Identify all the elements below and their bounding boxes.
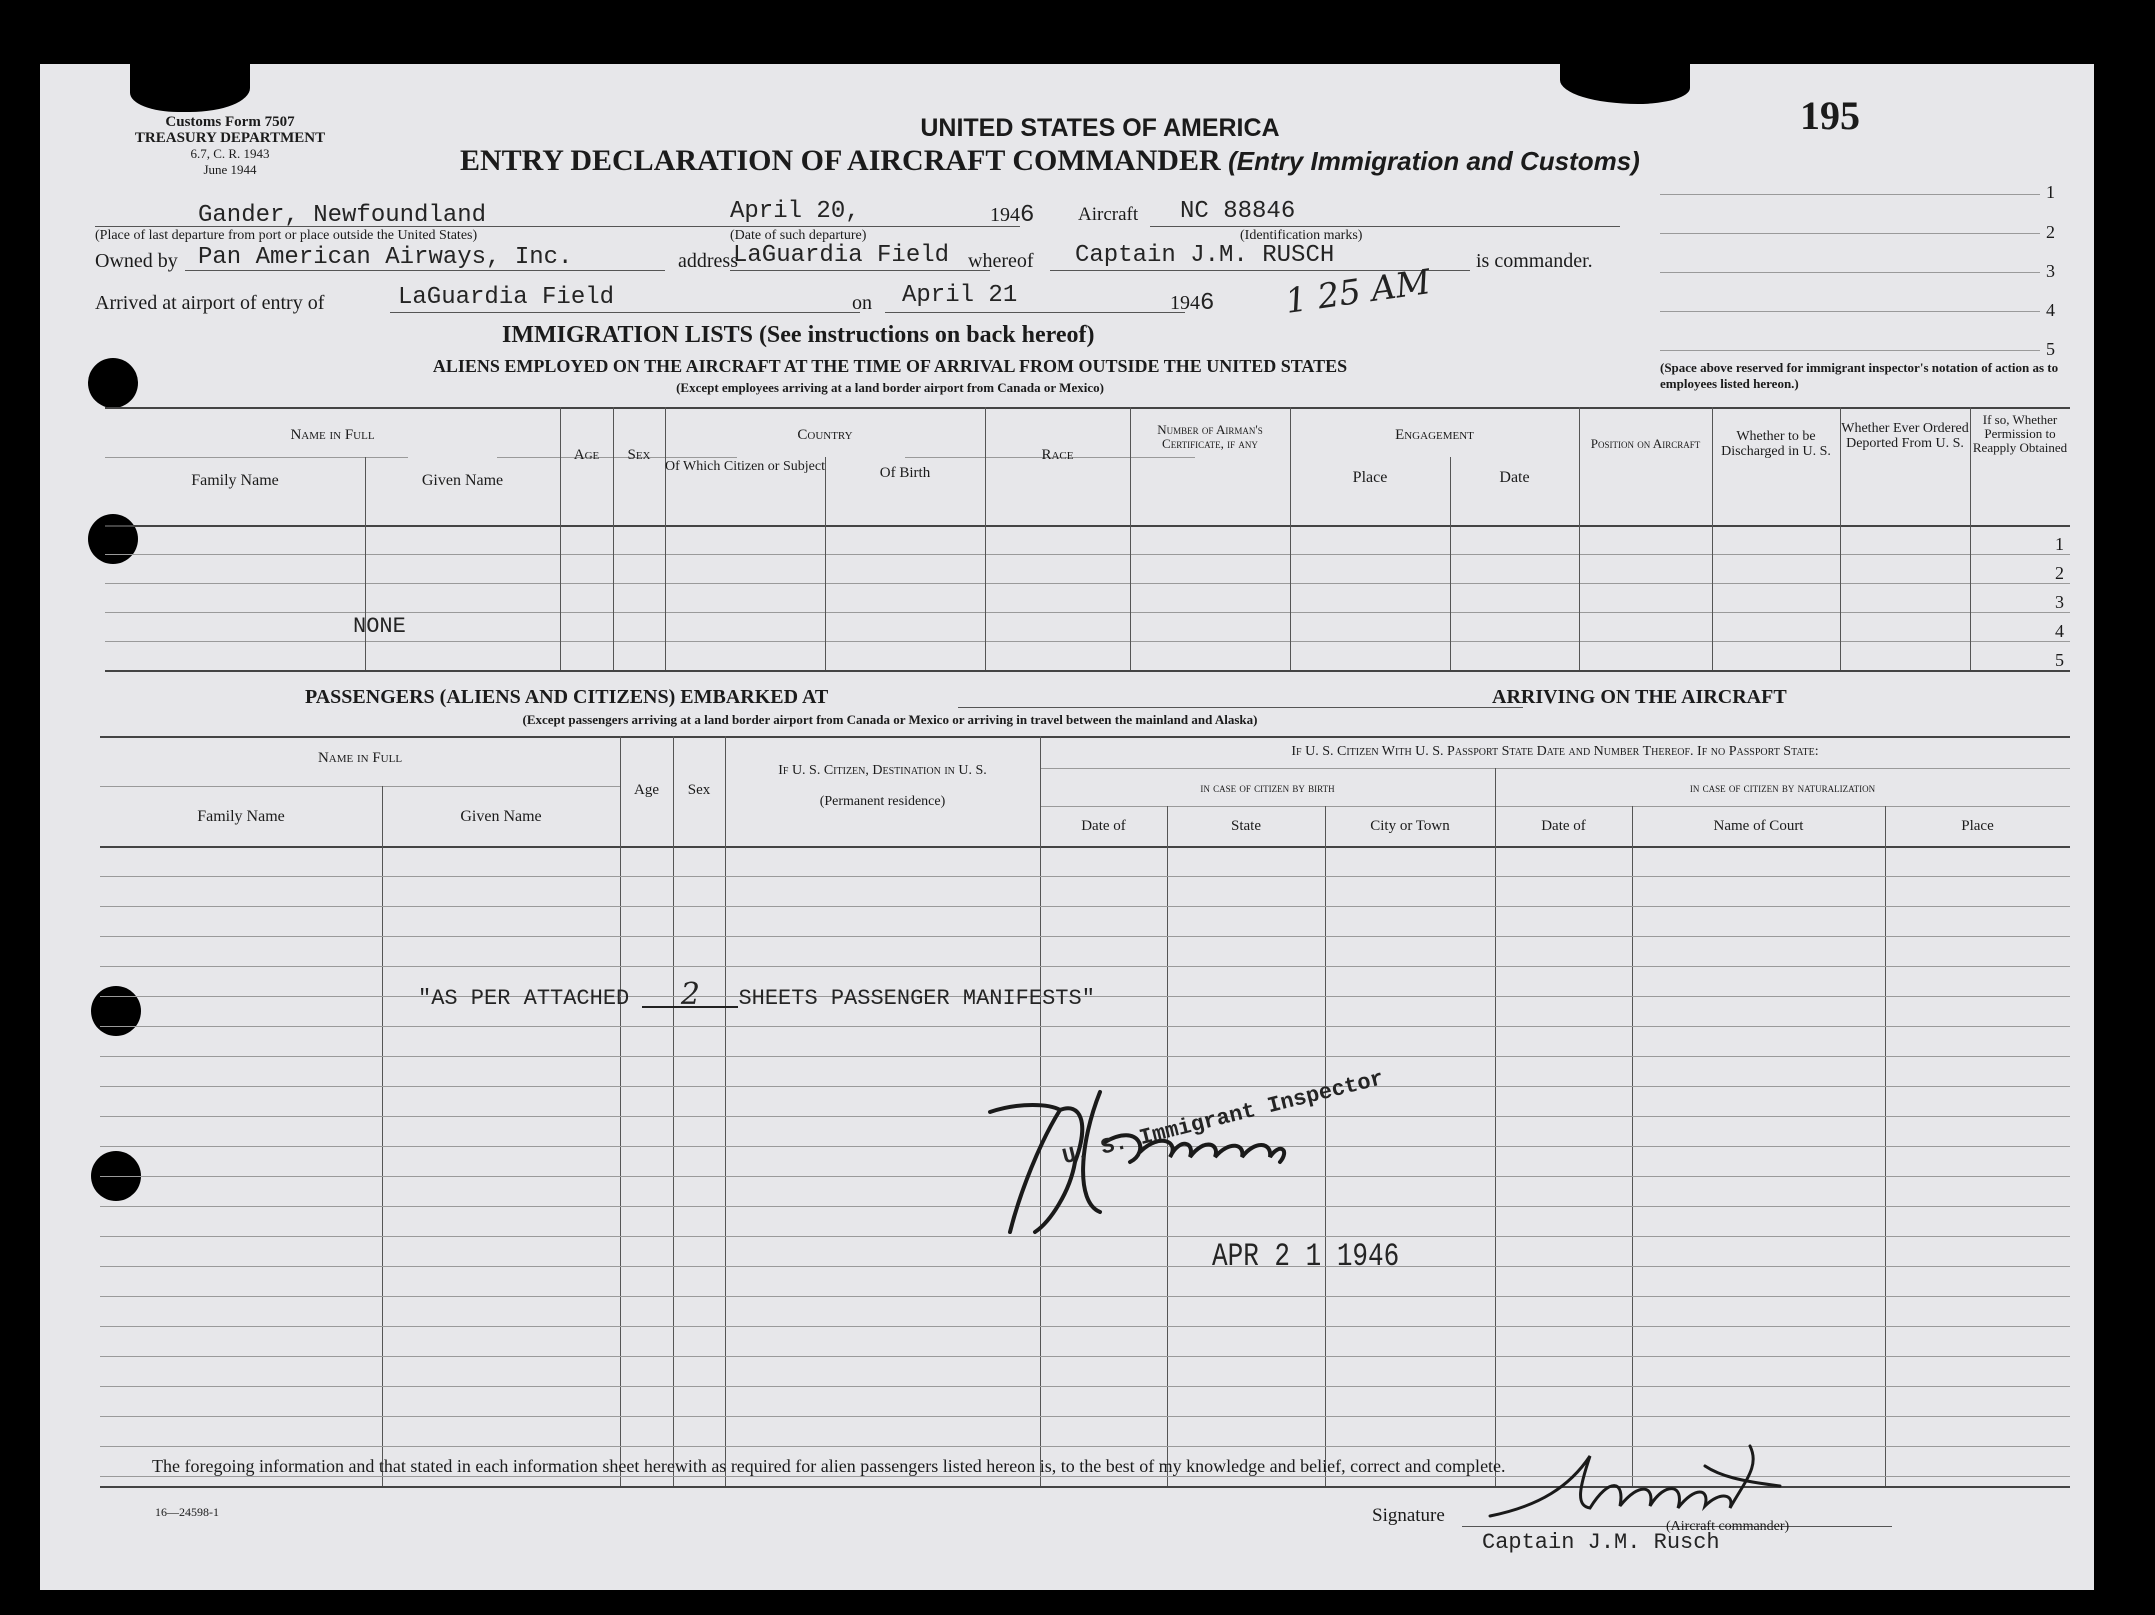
inspector-notation-area: 1 2 3 4 5 (Space above reserved for immigrant inspector's notation of action as to employees listed hereon.) [1660,182,2059,391]
page-number: 195 [1800,93,1860,138]
aircraft-marks: NC 88846 [1180,198,1296,225]
departure-date: April 20, [730,198,860,225]
on-label: on [852,292,872,314]
country-heading: UNITED STATES OF AMERICA [920,114,1280,142]
ruled-line [100,1326,2070,1327]
form-code: 16—24598-1 [155,1505,219,1519]
aircraft-label: Aircraft [1078,204,1139,225]
passengers-note: (Except passengers arriving at a land border airport from Canada or Mexico or arriving in travel between the mainland and Alaska) [522,712,1258,727]
form-id: Customs Form 7507 TREASURY DEPARTMENT 6.7, C. R. 1943 June 1944 [134,114,326,177]
ruled-line [100,1296,2070,1297]
address: LaGuardia Field [733,242,950,269]
inspection-date-stamp: APR 2 1 1946 [1212,1237,1400,1275]
signature-caption: (Aircraft commander) [1666,1519,1790,1534]
aliens-note: (Except employees arriving at a land border airport from Canada or Mexico) [676,380,1104,395]
commander-name: Captain J.M. RUSCH [1075,242,1335,269]
owned-label: Owned by [95,250,178,272]
arrival-date: April 21 [902,282,1018,309]
ruled-line [100,1026,2070,1027]
departure-place: Gander, Newfoundland [198,202,487,229]
ruled-line [100,1056,2070,1057]
arrival-year: 1946 [1170,290,1215,317]
signature-label: Signature [1372,1505,1445,1526]
immigration-title: IMMIGRATION LISTS (See instructions on back hereof) [502,322,1095,348]
torn-edge [130,64,250,112]
punch-hole [88,358,138,408]
signature-name: Captain J.M. Rusch [1482,1530,1720,1555]
departure-year: 1946 [990,202,1035,229]
commander-suffix: is commander. [1476,250,1593,272]
aliens-heading: ALIENS EMPLOYED ON THE AIRCRAFT AT THE TIME OF ARRIVAL FROM OUTSIDE THE UNITED STATES [432,356,1348,376]
departure-date-caption: (Date of such departure) [730,228,867,243]
aircraft-caption: (Identification marks) [1240,228,1363,243]
passengers-table: Name in Full Family Name Given Name Age Sex If U. S. Citizen, Destination in U. S. (Permanent residence) If U. S. Citizen With U. S. Passport State Date and Number Thereof. If no Passport State: in case of citizen by birth in case of citizen by naturalization Date of State City or Town Date of Name of Court Place "AS PER ATTACHED 2 SHEETS PASSENGER MANIFESTS" [100,736,2070,1516]
ruled-line [100,936,2070,937]
aliens-table: Name in Full Family Name Given Name Age Sex Country Of Which Citizen or Subject Of Birth Race Number of Airman's Certificate, if any Engagement Place Date Position on Aircraft Whether to be Discharged in U. S. Whether Ever Ordered Deported From U. S. If so, Whether Permission to Reapply Obtained NONE 1 2 3 4 5 [105,407,2070,727]
declaration-text: The foregoing information and that stated in each information sheet herewith as required for alien passengers listed hereon is, to the best of my knowledge and belief, correct and complete. [152,1456,1506,1476]
aliens-entry: NONE [353,614,406,639]
passengers-entry: "AS PER ATTACHED 2 SHEETS PASSENGER MANIFESTS" [418,977,1095,1012]
ruled-line [100,1386,2070,1387]
handwritten-arrival-time: 1 25 AM [1282,262,1433,322]
inspector-stamp: U. S. Immigrant Inspector [1060,1066,1387,1171]
arrived-label: Arrived at airport of entry of [95,292,325,314]
form-title: ENTRY DECLARATION OF AIRCRAFT COMMANDER (Entry Immigration and Customs) [460,144,1640,177]
ruled-line [100,876,2070,877]
passengers-heading: PASSENGERS (ALIENS AND CITIZENS) EMBARKED AT [305,686,829,708]
form-sheet [40,64,2094,1590]
address-label: address [678,250,738,272]
passengers-heading-right: ARRIVING ON THE AIRCRAFT [1492,686,1787,708]
ruled-line [100,1416,2070,1417]
arrival-airport: LaGuardia Field [398,284,615,311]
ruled-line [100,906,2070,907]
torn-edge [1560,64,1690,104]
ruled-line [100,1356,2070,1357]
whereof-label: whereof [968,250,1034,272]
departure-place-caption: (Place of last departure from port or place outside the United States) [95,228,478,243]
ruled-line [100,966,2070,967]
owner: Pan American Airways, Inc. [198,244,573,271]
